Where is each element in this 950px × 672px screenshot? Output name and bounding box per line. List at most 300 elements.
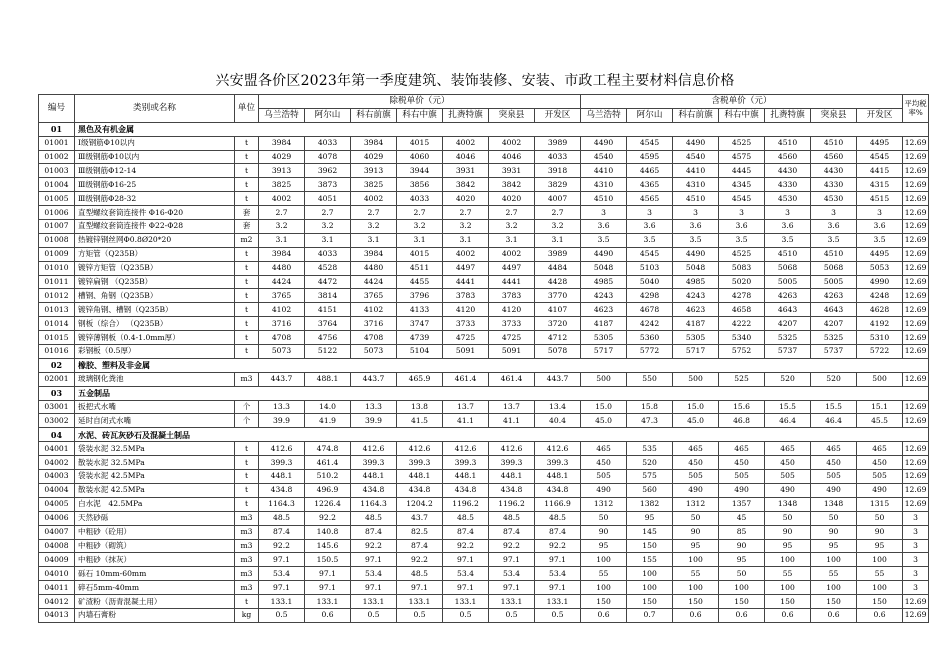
item-name: 直型螺纹套筒连接件 Φ22-Φ28 [75, 220, 235, 234]
pretax-price: 4151 [305, 303, 351, 317]
tax-price: 55 [765, 567, 811, 581]
item-unit: t [235, 247, 259, 261]
pretax-price: 97.1 [489, 581, 535, 595]
item-unit: m3 [235, 511, 259, 525]
tax-price: 4242 [627, 317, 673, 331]
pretax-price: 48.5 [489, 511, 535, 525]
header-region-tax: 科右前旗 [673, 108, 719, 122]
item-code: 04009 [39, 553, 75, 567]
item-name: 散装水泥 42.5MPa [75, 483, 235, 497]
tax-price: 3.6 [857, 220, 903, 234]
tax-rate: 12.69 [903, 400, 929, 414]
item-unit: t [235, 345, 259, 359]
table-row [39, 275, 929, 289]
item-code: 01005 [39, 192, 75, 206]
tax-price: 575 [627, 470, 673, 484]
item-name: 镀锌角钢、槽钢（Q235B） [75, 303, 235, 317]
pretax-price: 2.7 [489, 206, 535, 220]
pretax-price: 3984 [351, 247, 397, 261]
pretax-price: 3989 [535, 247, 581, 261]
pretax-price: 41.5 [397, 414, 443, 428]
tax-rate: 12.69 [903, 206, 929, 220]
item-unit: m3 [235, 567, 259, 581]
tax-price: 520 [627, 456, 673, 470]
tax-price: 4545 [857, 150, 903, 164]
item-name: 中粗砂（砌筑） [75, 539, 235, 553]
item-code: 01002 [39, 150, 75, 164]
tax-price: 4278 [719, 289, 765, 303]
section-row [39, 122, 929, 136]
pretax-price: 4739 [397, 331, 443, 345]
pretax-price: 92.2 [489, 539, 535, 553]
tax-price: 5717 [673, 345, 719, 359]
tax-price: 4510 [811, 136, 857, 150]
table-row [39, 192, 929, 206]
pretax-price: 97.1 [351, 581, 397, 595]
item-name: 天然砂砾 [75, 511, 235, 525]
tax-price: 4643 [765, 303, 811, 317]
pretax-price: 13.4 [535, 400, 581, 414]
pretax-price: 97.1 [305, 581, 351, 595]
tax-price: 100 [581, 581, 627, 595]
tax-price: 5068 [765, 261, 811, 275]
item-unit: m3 [235, 525, 259, 539]
item-unit: t [235, 150, 259, 164]
tax-price: 4410 [673, 164, 719, 178]
item-code: 04001 [39, 442, 75, 456]
tax-price: 150 [719, 595, 765, 609]
pretax-price: 3.2 [443, 220, 489, 234]
tax-price: 535 [627, 442, 673, 456]
tax-price: 500 [581, 372, 627, 386]
pretax-price: 48.5 [397, 567, 443, 581]
pretax-price: 133.1 [443, 595, 489, 609]
tax-price: 465 [719, 442, 765, 456]
pretax-price: 97.1 [535, 581, 581, 595]
tax-price: 4545 [627, 136, 673, 150]
item-code: 01004 [39, 178, 75, 192]
pretax-price: 2.7 [259, 206, 305, 220]
pretax-price: 448.1 [489, 470, 535, 484]
tax-price: 4510 [765, 136, 811, 150]
tax-price: 4623 [581, 303, 627, 317]
tax-price: 4243 [673, 289, 719, 303]
tax-price: 4495 [857, 136, 903, 150]
header-region-pretax: 突泉县 [489, 108, 535, 122]
tax-price: 90 [719, 539, 765, 553]
tax-price: 4330 [765, 178, 811, 192]
pretax-price: 87.4 [351, 525, 397, 539]
tax-rate: 12.69 [903, 345, 929, 359]
tax-rate: 12.69 [903, 483, 929, 497]
pretax-price: 3842 [489, 178, 535, 192]
pretax-price: 97.1 [489, 553, 535, 567]
header-region-tax: 开发区 [857, 108, 903, 122]
item-code: 04003 [39, 470, 75, 484]
header-region-tax: 扎赉特旗 [765, 108, 811, 122]
pretax-price: 3.1 [351, 233, 397, 247]
tax-price: 4545 [627, 247, 673, 261]
item-unit: 套 [235, 206, 259, 220]
tax-price: 5053 [857, 261, 903, 275]
table-row [39, 483, 929, 497]
item-name: 延时自闭式水嘴 [75, 414, 235, 428]
pretax-price: 443.7 [535, 372, 581, 386]
pretax-price: 87.4 [535, 525, 581, 539]
pretax-price: 448.1 [443, 470, 489, 484]
item-unit: 套 [235, 220, 259, 234]
pretax-price: 53.4 [489, 567, 535, 581]
pretax-price: 43.7 [397, 511, 443, 525]
tax-price: 155 [627, 553, 673, 567]
pretax-price: 4480 [259, 261, 305, 275]
pretax-price: 97.1 [535, 553, 581, 567]
pretax-price: 412.6 [397, 442, 443, 456]
tax-price: 100 [673, 553, 719, 567]
header-code: 编号 [39, 95, 75, 123]
pretax-price: 133.1 [397, 595, 443, 609]
tax-price: 46.4 [765, 414, 811, 428]
tax-price: 4575 [719, 150, 765, 164]
tax-price: 0.6 [673, 608, 719, 622]
tax-price: 550 [627, 372, 673, 386]
pretax-price: 53.4 [443, 567, 489, 581]
pretax-price: 3984 [259, 247, 305, 261]
tax-price: 55 [857, 567, 903, 581]
pretax-price: 434.8 [489, 483, 535, 497]
pretax-price: 4712 [535, 331, 581, 345]
section-code: 01 [39, 122, 75, 136]
table-row [39, 303, 929, 317]
pretax-price: 3842 [443, 178, 489, 192]
tax-price: 450 [811, 456, 857, 470]
item-unit: t [235, 595, 259, 609]
item-unit: t [235, 289, 259, 303]
tax-price: 45.0 [581, 414, 627, 428]
pretax-price: 4428 [535, 275, 581, 289]
tax-price: 100 [627, 581, 673, 595]
tax-price: 5083 [719, 261, 765, 275]
pretax-price: 3.1 [305, 233, 351, 247]
pretax-price: 412.6 [259, 442, 305, 456]
pretax-price: 412.6 [489, 442, 535, 456]
tax-price: 145 [627, 525, 673, 539]
header-region-tax: 乌兰浩特 [581, 108, 627, 122]
tax-price: 47.3 [627, 414, 673, 428]
pretax-price: 448.1 [259, 470, 305, 484]
tax-price: 15.5 [765, 400, 811, 414]
pretax-price: 4441 [443, 275, 489, 289]
tax-price: 15.8 [627, 400, 673, 414]
pretax-price: 4029 [259, 150, 305, 164]
tax-price: 5103 [627, 261, 673, 275]
tax-price: 520 [765, 372, 811, 386]
tax-rate: 3 [903, 581, 929, 595]
tax-price: 4490 [673, 247, 719, 261]
pretax-price: 133.1 [259, 595, 305, 609]
tax-price: 1357 [719, 497, 765, 511]
tax-price: 1382 [627, 497, 673, 511]
tax-price: 4495 [857, 247, 903, 261]
item-name: 直型螺纹套筒连接件 Φ16-Φ20 [75, 206, 235, 220]
pretax-price: 399.3 [535, 456, 581, 470]
tax-price: 4445 [719, 164, 765, 178]
pretax-price: 434.8 [259, 483, 305, 497]
tax-price: 150 [811, 595, 857, 609]
pretax-price: 92.2 [397, 553, 443, 567]
item-name: Ⅲ级钢筋Φ12-14 [75, 164, 235, 178]
tax-price: 4430 [765, 164, 811, 178]
pretax-price: 0.5 [259, 608, 305, 622]
table-row [39, 150, 929, 164]
tax-rate: 3 [903, 553, 929, 567]
tax-price: 1312 [581, 497, 627, 511]
item-name: 中粗砂（砼用） [75, 525, 235, 539]
header-region-tax: 突泉县 [811, 108, 857, 122]
item-code: 04008 [39, 539, 75, 553]
pretax-price: 92.2 [443, 539, 489, 553]
tax-price: 4560 [765, 150, 811, 164]
item-name: 扳把式水嘴 [75, 400, 235, 414]
pretax-price: 448.1 [535, 470, 581, 484]
pretax-price: 4002 [259, 192, 305, 206]
tax-price: 90 [857, 525, 903, 539]
pretax-price: 3747 [397, 317, 443, 331]
tax-price: 100 [627, 567, 673, 581]
pretax-price: 5091 [443, 345, 489, 359]
table-row [39, 136, 929, 150]
tax-price: 46.4 [811, 414, 857, 428]
tax-price: 525 [719, 372, 765, 386]
pretax-price: 5104 [397, 345, 443, 359]
pretax-price: 3.1 [443, 233, 489, 247]
tax-rate: 12.69 [903, 192, 929, 206]
tax-price: 4540 [673, 150, 719, 164]
pretax-price: 3733 [489, 317, 535, 331]
pretax-price: 4033 [305, 247, 351, 261]
pretax-price: 4528 [305, 261, 351, 275]
pretax-price: 5073 [259, 345, 305, 359]
tax-price: 95 [811, 539, 857, 553]
tax-rate: 12.69 [903, 442, 929, 456]
tax-price: 3.6 [765, 220, 811, 234]
pretax-price: 4020 [443, 192, 489, 206]
pretax-price: 97.1 [397, 581, 443, 595]
table-row [39, 220, 929, 234]
pretax-price: 4708 [351, 331, 397, 345]
tax-price: 3.5 [627, 233, 673, 247]
tax-price: 490 [811, 483, 857, 497]
tax-price: 5752 [719, 345, 765, 359]
tax-price: 85 [719, 525, 765, 539]
tax-price: 1312 [673, 497, 719, 511]
tax-price: 5048 [581, 261, 627, 275]
tax-price: 150 [581, 595, 627, 609]
pretax-price: 3.2 [351, 220, 397, 234]
section-name: 五金制品 [75, 386, 929, 400]
pretax-price: 4120 [443, 303, 489, 317]
item-unit: t [235, 470, 259, 484]
pretax-price: 4484 [535, 261, 581, 275]
pretax-price: 4424 [351, 275, 397, 289]
item-unit: m3 [235, 539, 259, 553]
pretax-price: 4455 [397, 275, 443, 289]
pretax-price: 3931 [489, 164, 535, 178]
pretax-price: 3944 [397, 164, 443, 178]
tax-rate: 12.69 [903, 497, 929, 511]
tax-price: 490 [719, 483, 765, 497]
tax-price: 4985 [673, 275, 719, 289]
pretax-price: 2.7 [305, 206, 351, 220]
pretax-price: 4424 [259, 275, 305, 289]
pretax-price: 48.5 [535, 511, 581, 525]
item-unit: t [235, 178, 259, 192]
pretax-price: 3796 [397, 289, 443, 303]
tax-price: 15.0 [673, 400, 719, 414]
pretax-price: 3770 [535, 289, 581, 303]
tax-rate: 3 [903, 525, 929, 539]
tax-price: 3.5 [719, 233, 765, 247]
item-name: 散装水泥 32.5MPa [75, 456, 235, 470]
tax-price: 5020 [719, 275, 765, 289]
tax-price: 3 [673, 206, 719, 220]
tax-price: 3.6 [673, 220, 719, 234]
tax-rate: 3 [903, 539, 929, 553]
pretax-price: 3931 [443, 164, 489, 178]
pretax-price: 48.5 [351, 511, 397, 525]
tax-price: 4560 [811, 150, 857, 164]
tax-price: 90 [765, 525, 811, 539]
tax-price: 3.6 [719, 220, 765, 234]
pretax-price: 87.4 [259, 525, 305, 539]
pretax-price: 412.6 [351, 442, 397, 456]
pretax-price: 4497 [443, 261, 489, 275]
item-name: Ⅲ级钢筋Φ28-32 [75, 192, 235, 206]
tax-price: 4415 [857, 164, 903, 178]
pretax-price: 399.3 [351, 456, 397, 470]
item-code: 03001 [39, 400, 75, 414]
pretax-price: 3.1 [489, 233, 535, 247]
pretax-price: 4002 [489, 136, 535, 150]
tax-price: 3.5 [811, 233, 857, 247]
pretax-price: 3764 [305, 317, 351, 331]
pretax-price: 4051 [305, 192, 351, 206]
item-code: 04010 [39, 567, 75, 581]
pretax-price: 41.9 [305, 414, 351, 428]
tax-price: 90 [673, 525, 719, 539]
tax-price: 490 [673, 483, 719, 497]
pretax-price: 0.5 [443, 608, 489, 622]
pretax-price: 412.6 [443, 442, 489, 456]
pretax-price: 461.4 [443, 372, 489, 386]
item-name: Ⅲ级钢筋Φ16-25 [75, 178, 235, 192]
pretax-price: 0.5 [351, 608, 397, 622]
pretax-price: 4497 [489, 261, 535, 275]
tax-price: 95 [719, 553, 765, 567]
pretax-price: 496.9 [305, 483, 351, 497]
tax-price: 465 [765, 442, 811, 456]
pretax-price: 399.3 [443, 456, 489, 470]
pretax-price: 4020 [489, 192, 535, 206]
pretax-price: 2.7 [397, 206, 443, 220]
tax-price: 50 [811, 511, 857, 525]
pretax-price: 97.1 [443, 553, 489, 567]
item-code: 04007 [39, 525, 75, 539]
pretax-price: 133.1 [351, 595, 397, 609]
tax-price: 465 [673, 442, 719, 456]
item-unit: 个 [235, 400, 259, 414]
pretax-price: 53.4 [535, 567, 581, 581]
header-region-tax: 阿尔山 [627, 108, 673, 122]
tax-price: 4243 [581, 289, 627, 303]
header-region-pretax: 扎赉特旗 [443, 108, 489, 122]
item-unit: m3 [235, 581, 259, 595]
tax-price: 15.6 [719, 400, 765, 414]
tax-price: 4623 [673, 303, 719, 317]
tax-price: 4490 [581, 136, 627, 150]
pretax-price: 4078 [305, 150, 351, 164]
tax-price: 4540 [581, 150, 627, 164]
pretax-price: 4725 [489, 331, 535, 345]
tax-price: 3.5 [857, 233, 903, 247]
item-unit: t [235, 497, 259, 511]
section-row [39, 358, 929, 372]
section-row [39, 428, 929, 442]
tax-price: 4315 [857, 178, 903, 192]
tax-rate: 12.69 [903, 289, 929, 303]
tax-price: 3 [581, 206, 627, 220]
pretax-price: 3716 [259, 317, 305, 331]
tax-price: 50 [719, 567, 765, 581]
tax-price: 4207 [765, 317, 811, 331]
tax-price: 95 [857, 539, 903, 553]
tax-price: 465 [857, 442, 903, 456]
tax-rate: 12.69 [903, 470, 929, 484]
pretax-price: 3962 [305, 164, 351, 178]
pretax-price: 3765 [351, 289, 397, 303]
item-name: 碎石5mm-40mm [75, 581, 235, 595]
table-row [39, 511, 929, 525]
item-name: 内墙石膏粉 [75, 608, 235, 622]
pretax-price: 92.2 [351, 539, 397, 553]
tax-price: 3.5 [673, 233, 719, 247]
pretax-price: 434.8 [535, 483, 581, 497]
pretax-price: 3989 [535, 136, 581, 150]
tax-price: 4310 [673, 178, 719, 192]
pretax-price: 4015 [397, 247, 443, 261]
pretax-price: 3783 [443, 289, 489, 303]
pretax-price: 3720 [535, 317, 581, 331]
tax-price: 3.5 [765, 233, 811, 247]
tax-rate: 3 [903, 567, 929, 581]
pretax-price: 92.2 [535, 539, 581, 553]
pretax-price: 461.4 [489, 372, 535, 386]
tax-price: 0.6 [857, 608, 903, 622]
table-row [39, 442, 929, 456]
pretax-price: 14.0 [305, 400, 351, 414]
pretax-price: 13.7 [443, 400, 489, 414]
pretax-price: 399.3 [259, 456, 305, 470]
item-unit: m2 [235, 233, 259, 247]
table-row [39, 414, 929, 428]
item-code: 04011 [39, 581, 75, 595]
item-name: 镀锌扁钢 （Q235B） [75, 275, 235, 289]
pretax-price: 133.1 [305, 595, 351, 609]
pretax-price: 3.2 [397, 220, 443, 234]
item-name: 钢板（综合） （Q235B） [75, 317, 235, 331]
pretax-price: 1204.2 [397, 497, 443, 511]
section-code: 04 [39, 428, 75, 442]
